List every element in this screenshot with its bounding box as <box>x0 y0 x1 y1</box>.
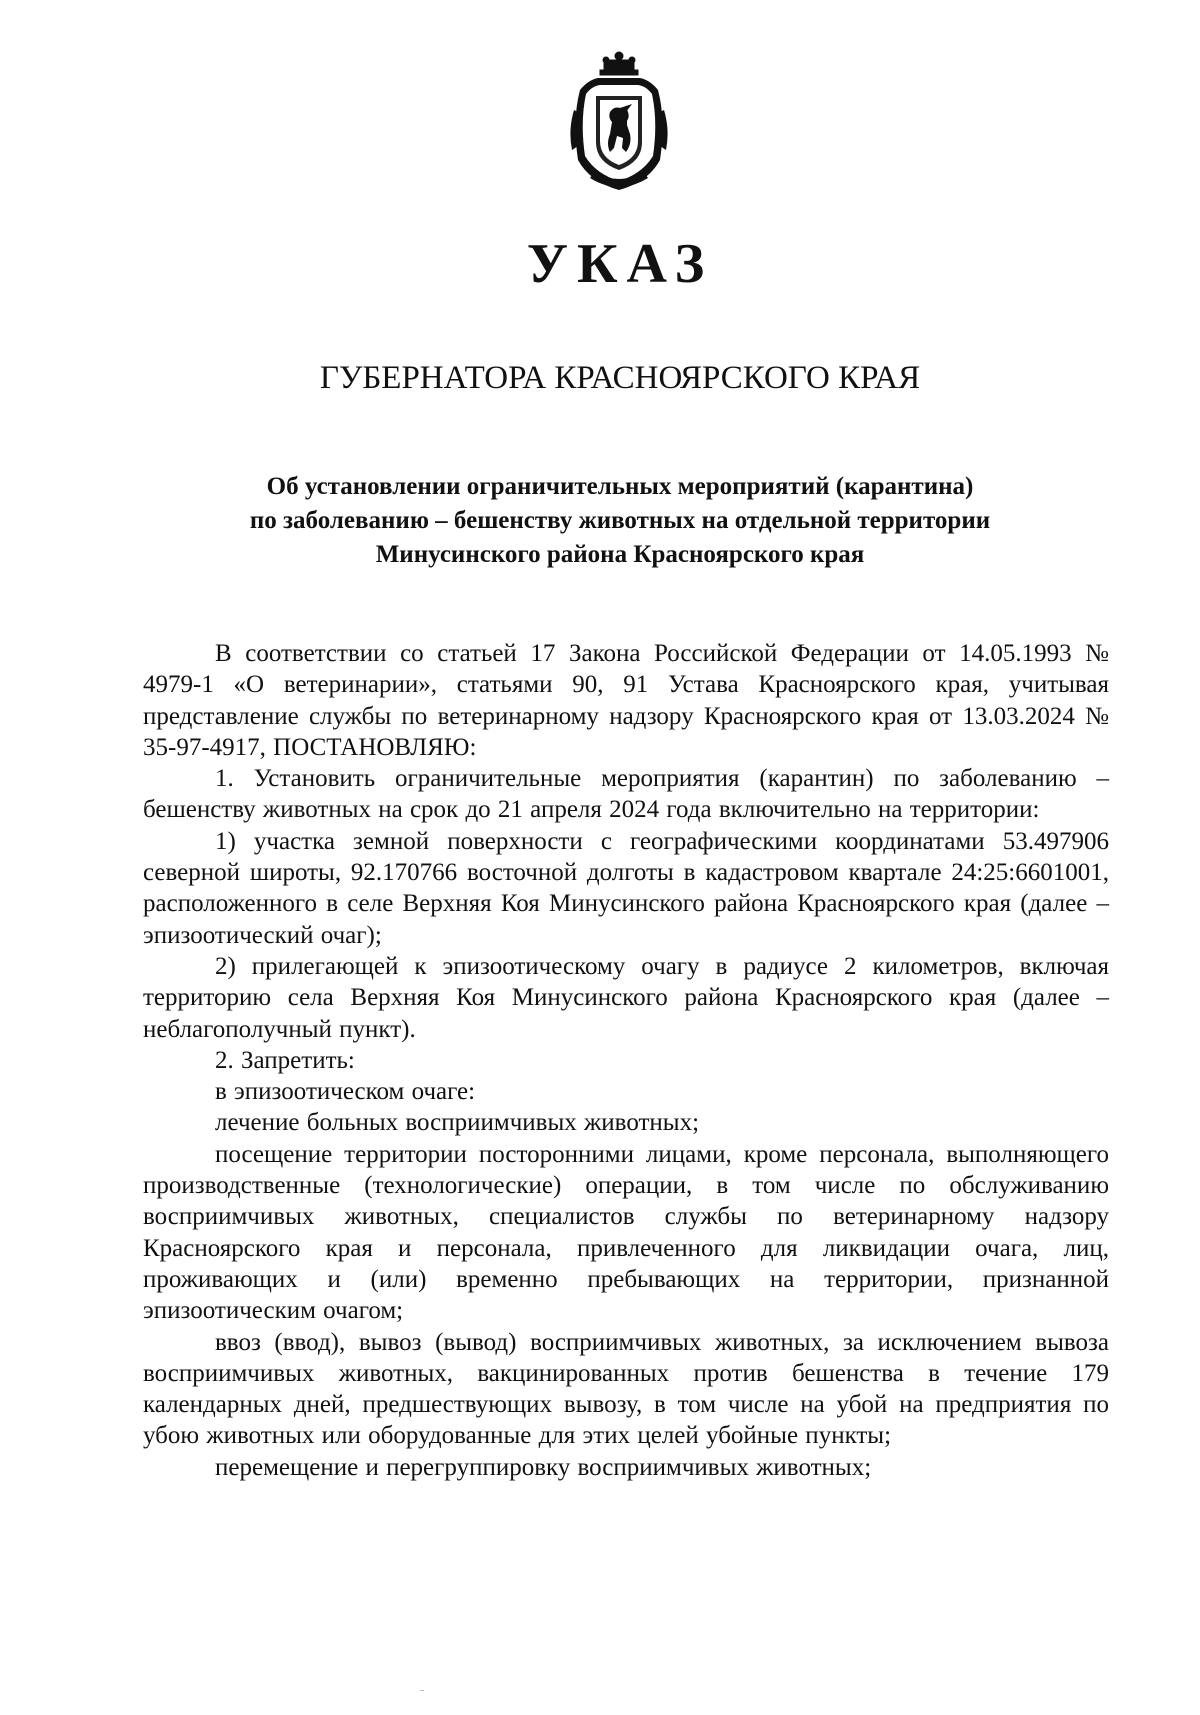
coat-of-arms-emblem <box>560 50 678 196</box>
scan-speck <box>420 1690 424 1691</box>
paragraph-prohibition: лечение больных восприимчивых животных; <box>215 1109 700 1137</box>
paragraph-prohibition: перемещение и перегруппировку восприимчивых животных; <box>215 1453 872 1481</box>
heading-line: по заболеванию – бешенству животных на отдельной территории <box>249 507 991 534</box>
paragraph-focus-heading: в эпизоотическом очаге: <box>215 1078 476 1106</box>
paragraph-subitem-1: 1) участка земной поверхности с географическими координатами 53.497906 северной широты, 92.170766 восточной долготы в кадастровом квартале 24:25:6601001, расположенного в селе Верхняя Коя Минусинского района Красноярского края (далее – эпизоотический очаг); <box>143 827 1109 949</box>
paragraph-prohibition: посещение территории посторонними лицами, кроме персонала, выполняющего производственные (технологические) операции, в том числе по обслуживанию восприимчивых животных, специалистов службы по ветеринарному надзору Красноярского края и персонала, привлеченного для ликвидации очага, лиц, проживающих и (или) временно пребывающих на территории, признанной эпизоотическим очагом; <box>143 1140 1109 1325</box>
document-heading <box>160 470 1080 572</box>
paragraph-item-2: 2. Запретить: <box>215 1046 355 1074</box>
paragraph-preamble: В соответствии со статьей 17 Закона Российской Федерации от 14.05.1993 № 4979-1 «О ветеринарии», статьями 90, 91 Устава Красноярского края, учитывая представление службы по ветеринарному надзору Красноярского края от 13.03.2024 № 35-97-4917, ПОСТАНОВЛЯЮ: <box>143 640 1109 761</box>
heading-line: Об установлении ограничительных мероприятий (карантина) <box>266 473 974 500</box>
paragraph-subitem-2: 2) прилегающей к эпизоотическому очагу в радиусе 2 километров, включая территорию села Верхняя Коя Минусинского района Красноярского края (далее – неблагополучный пункт). <box>143 952 1109 1043</box>
document-title: УКАЗ <box>526 233 714 295</box>
paragraph-prohibition: ввоз (ввод), вывоз (вывод) восприимчивых животных, за исключением вывоза восприимчивых животных, вакцинированных против бешенства в течение 179 календарных дней, предшествующих вывозу, в том числе на убой на предприятия по убою животных или оборудованные для этих целей убойные пункты; <box>143 1328 1109 1450</box>
document-issuer: ГУБЕРНАТОРА КРАСНОЯРСКОГО КРАЯ <box>319 360 921 396</box>
heading-line: Минусинского района Красноярского края <box>375 541 865 568</box>
paragraph-item-1: 1. Установить ограничительные мероприятия (карантин) по заболеванию – бешенству животных на срок до 21 апреля 2024 года включительно на территории: <box>143 765 1109 824</box>
document-body <box>143 638 1109 1483</box>
